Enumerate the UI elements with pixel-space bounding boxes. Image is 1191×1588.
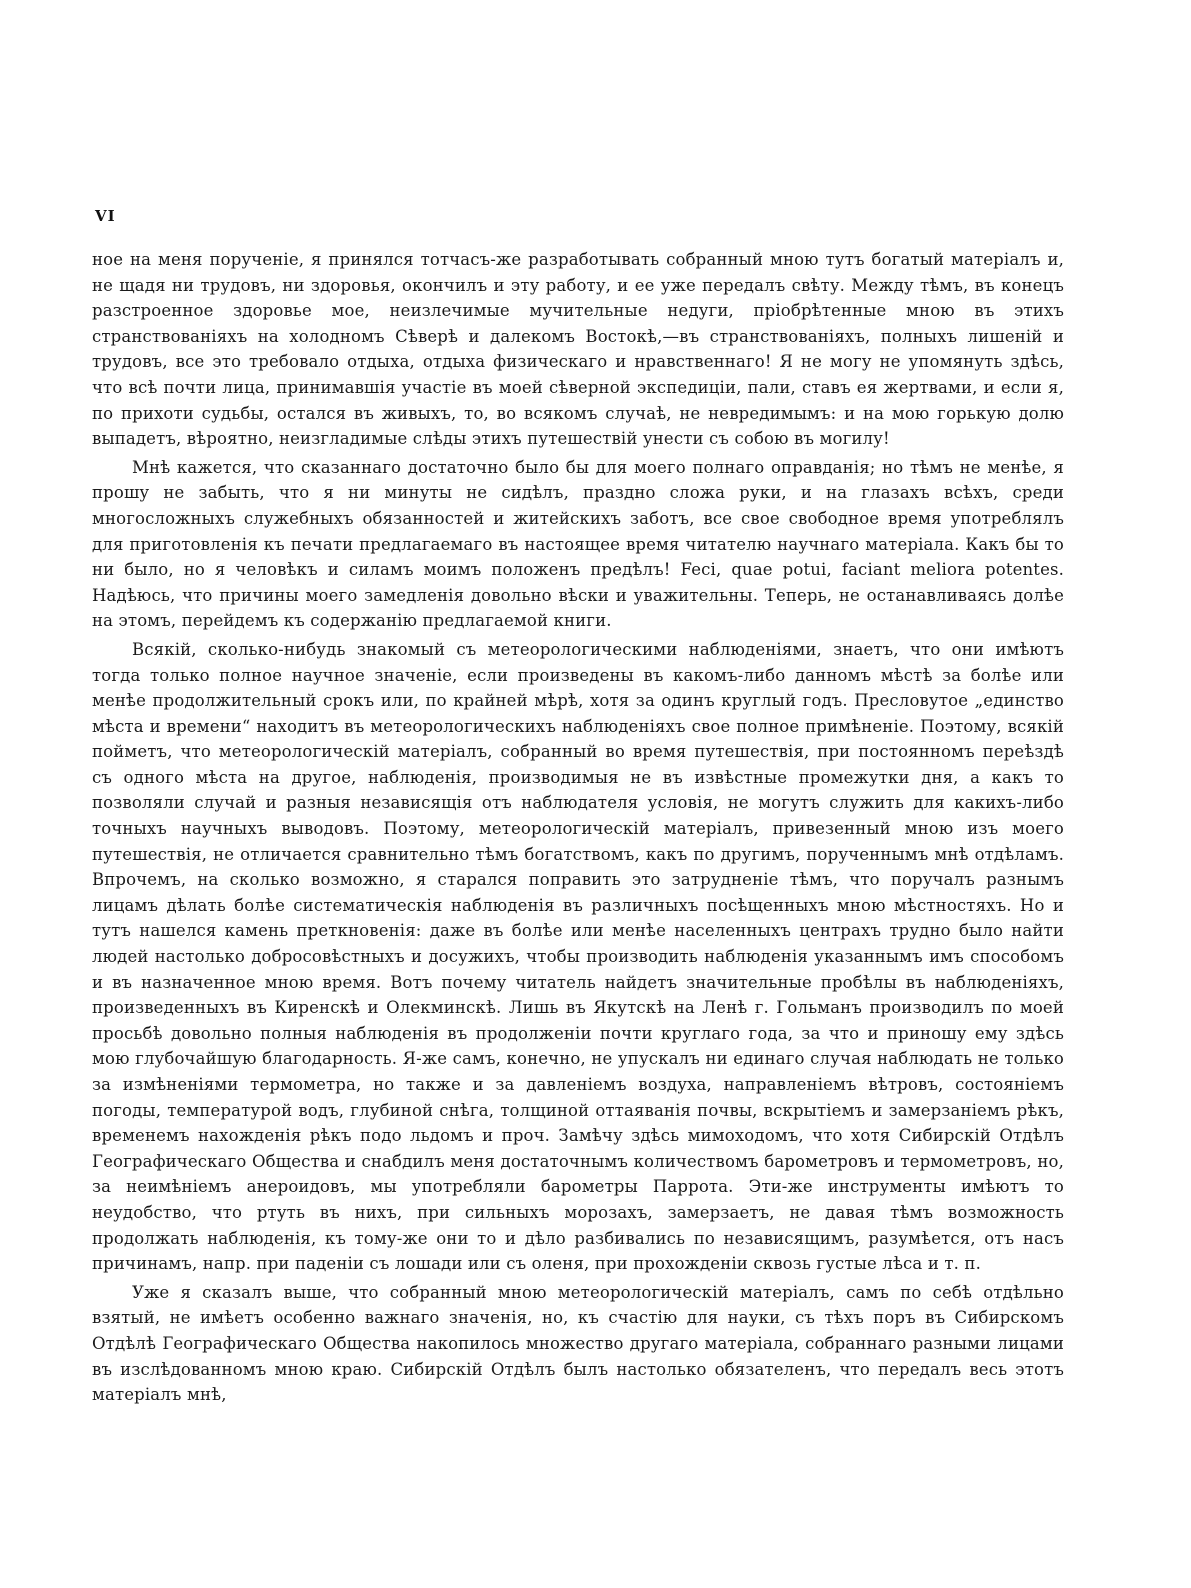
page-number: VI (95, 207, 116, 225)
paragraph-4: Уже я сказалъ выше, что собранный мною метеорологическій матеріалъ, самъ по себѣ отдѣльно взятый, не имѣетъ особенно важнаго значенія, но, къ счастію для науки, съ тѣхъ поръ въ Сибирскомъ Отдѣлѣ Географическаго Общества накопилось множество другаго матеріала, собраннаго разными лицами въ изслѣдованномъ мною краю. Сибирскій Отдѣлъ былъ настолько обязателенъ, что передалъ весь этотъ матеріалъ мнѣ, (92, 1282, 1064, 1405)
paragraph-3: Всякій, сколько-нибудь знакомый съ метеорологическими наблюденіями, знаетъ, что они имѣютъ тогда только полное научное значеніе, если произведены въ какомъ-либо данномъ мѣстѣ за болѣе или менѣе продолжительный срокъ или, по крайней мѣрѣ, хотя за одинъ круглый годъ. Пресловутое „единство мѣста и времени“ находитъ въ метеорологическихъ наблюденіяхъ свое полное примѣненіе. Поэтому, всякій пойметъ, что метеорологическій матеріалъ, собранный во время путешествія, при постоянномъ переѣздѣ съ одного мѣста на другое, наблюденія, производимыя не въ извѣстные промежутки дня, а какъ то позволяли случай и разныя независящія отъ наблюдателя условія, не могутъ служить для какихъ-либо точныхъ научныхъ выводовъ. Поэтому, метеорологическій матеріалъ, привезенный мною изъ моего путешествія, не отличается сравнительно тѣмъ богатствомъ, какъ по другимъ, порученнымъ мнѣ отдѣламъ. Впрочемъ, на сколько возможно, я старался поправить это затрудненіе тѣмъ, что поручалъ разнымъ лицамъ дѣлать болѣе систематическія наблюденія въ различныхъ посѣщенныхъ мною мѣстностяхъ. Но и тутъ нашелся камень преткновенія: даже въ болѣе или менѣе населенныхъ центрахъ трудно было найти людей настолько добросовѣстныхъ и досужихъ, чтобы производить наблюденія указаннымъ имъ способомъ и въ назначенное мною время. Вотъ почему читатель найдетъ значительные пробѣлы въ наблюденіяхъ, произведенныхъ въ Киренскѣ и Олекминскѣ. Лишь въ Якутскѣ на Ленѣ г. Гольманъ производилъ по моей просьбѣ довольно полныя наблюденія въ продолженіи почти круглаго года, за что и приношу ему здѣсь мою глубочайшую благодарность. Я-же самъ, конечно, не упускалъ ни единаго случая наблюдать не только за измѣненіями термометра, но также и за давленіемъ воздуха, направленіемъ вѣтровъ, состояніемъ погоды, температурой водъ, глубиной снѣга, толщиной оттаяванія почвы, вскрытіемъ и замерзаніемъ рѣкъ, временемъ нахожденія рѣкъ подо льдомъ и проч. Замѣчу здѣсь мимоходомъ, что хотя Сибирскій Отдѣлъ Географическаго Общества и снабдилъ меня достаточнымъ количествомъ барометровъ и термометровъ, но, за неимѣніемъ анероидовъ, мы употребляли барометры Паррота. Эти-же инструменты имѣютъ то неудобство, что ртуть въ нихъ, при сильныхъ морозахъ, замерзаетъ, не давая тѣмъ возможность продолжать наблюденія, къ тому-же они то и дѣло разбивались по независящимъ, разумѣется, отъ насъ причинамъ, напр. при паденіи съ лошади или съ оленя, при прохожденіи сквозь густые лѣса и т. п. (92, 639, 1064, 1274)
paragraph-1: ное на меня порученіе, я принялся тотчасъ-же разработывать собранный мною тутъ богатый матеріалъ и, не щадя ни трудовъ, ни здоровья, окончилъ и эту работу, и ее уже передалъ свѣту. Между тѣмъ, въ конецъ разстроенное здоровье мое, неизлечимые мучительные недуги, пріобрѣтенные мною въ этихъ странствованіяхъ на холодномъ Сѣверѣ и далекомъ Востокѣ,—въ странствованіяхъ, полныхъ лишеній и трудовъ, все это требовало отдыха, отдыха физическаго и нравственнаго! Я не могу не упомянуть здѣсь, что всѣ почти лица, принимавшія участіе въ моей сѣверной экспедиціи, пали, ставъ ея жертвами, и если я, по прихоти судьбы, остался въ живыхъ, то, во всякомъ случаѣ, не невредимымъ: и на мою горькую долю выпадетъ, вѣроятно, неизгладимые слѣды этихъ путешествій унести съ собою въ могилу! (92, 250, 1064, 449)
body-text (92, 247, 1064, 1408)
paragraph-2: Мнѣ кажется, что сказаннаго достаточно было бы для моего полнаго оправданія; но тѣмъ не менѣе, я прошу не забыть, что я ни минуты не сидѣлъ, праздно сложа руки, и на глазахъ всѣхъ, среди многосложныхъ служебныхъ обязанностей и житейскихъ заботъ, все свое свободное время употреблялъ для приготовленія къ печати предлагаемаго въ настоящее время читателю научнаго матеріала. Какъ бы то ни было, но я человѣкъ и силамъ моимъ положенъ предѣлъ! Feci, quae potui, faciant meliora potentes. Надѣюсь, что причины моего замедленія довольно вѣски и уважительны. Теперь, не останавливаясь долѣе на этомъ, перейдемъ къ содержанію предлагаемой книги. (92, 457, 1064, 631)
